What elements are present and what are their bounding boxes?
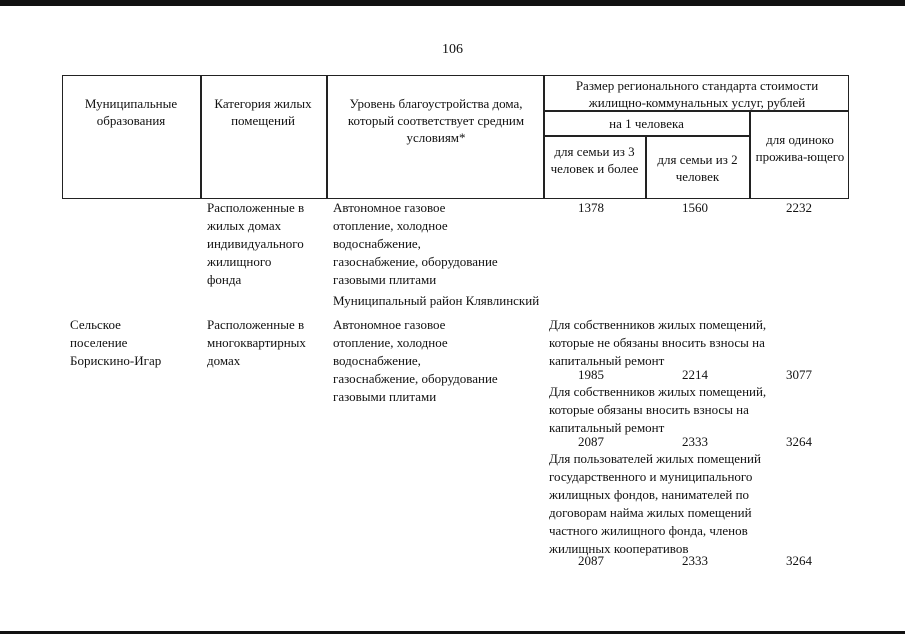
group3-value-single: 3264 <box>786 553 812 568</box>
header-category: Категория жилых помещений <box>214 96 312 128</box>
header-municipalities: Муниципальные образования <box>84 96 178 128</box>
page-number: 106 <box>442 42 463 57</box>
top-rule <box>0 0 905 6</box>
group2-value-family2: 2333 <box>682 434 708 449</box>
district-heading: Муниципальный район Клявлинский <box>333 293 540 308</box>
group2-value-single: 3264 <box>786 434 812 449</box>
group1-value-family3: 1985 <box>578 367 604 382</box>
header-single: для одиноко прожива-ющего <box>755 132 845 164</box>
row1-value-single: 2232 <box>786 200 812 215</box>
group3-value-family3: 2087 <box>578 553 604 568</box>
group1-value-family2: 2214 <box>682 367 708 382</box>
header-per-person: на 1 человека <box>609 116 684 131</box>
row1-category: Расположенные в жилых домах индивидуального жилищного фонда <box>207 200 305 287</box>
group2-label: Для собственников жилых помещений, которые обязаны вносить взносы на капитальный ремонт <box>549 384 767 435</box>
row2-level: Автономное газовое отопление, холодное водоснабжение, газоснабжение, оборудование газовыми плитами <box>333 317 498 404</box>
header-level: Уровень благоустройства дома, который соответствует средним условиям* <box>347 96 525 145</box>
row1-level: Автономное газовое отопление, холодное водоснабжение, газоснабжение, оборудование газовыми плитами <box>333 200 498 287</box>
header-family-3: для семьи из 3 человек и более <box>550 144 639 176</box>
group1-value-single: 3077 <box>786 367 812 382</box>
group2-value-family3: 2087 <box>578 434 604 449</box>
header-family-2: для семьи из 2 человек <box>657 152 738 184</box>
row1-value-family2: 1560 <box>682 200 708 215</box>
header-standard-size: Размер регионального стандарта стоимости жилищно-коммунальных услуг, рублей <box>575 78 819 110</box>
row2-municipality: Сельское поселение Борискино-Игар <box>70 317 162 368</box>
bottom-rule <box>0 631 905 634</box>
row1-value-family3: 1378 <box>578 200 604 215</box>
group1-label: Для собственников жилых помещений, которые не обязаны вносить взносы на капитальный ремонт <box>549 317 767 368</box>
group3-label: Для пользователей жилых помещений государственного и муниципального жилищных фондов, нанимателей по договорам найма жилых помещений частного жилищного фонда, членов жилищных кооперативов <box>549 451 761 556</box>
group3-value-family2: 2333 <box>682 553 708 568</box>
row2-category: Расположенные в многоквартирных домах <box>207 317 306 368</box>
